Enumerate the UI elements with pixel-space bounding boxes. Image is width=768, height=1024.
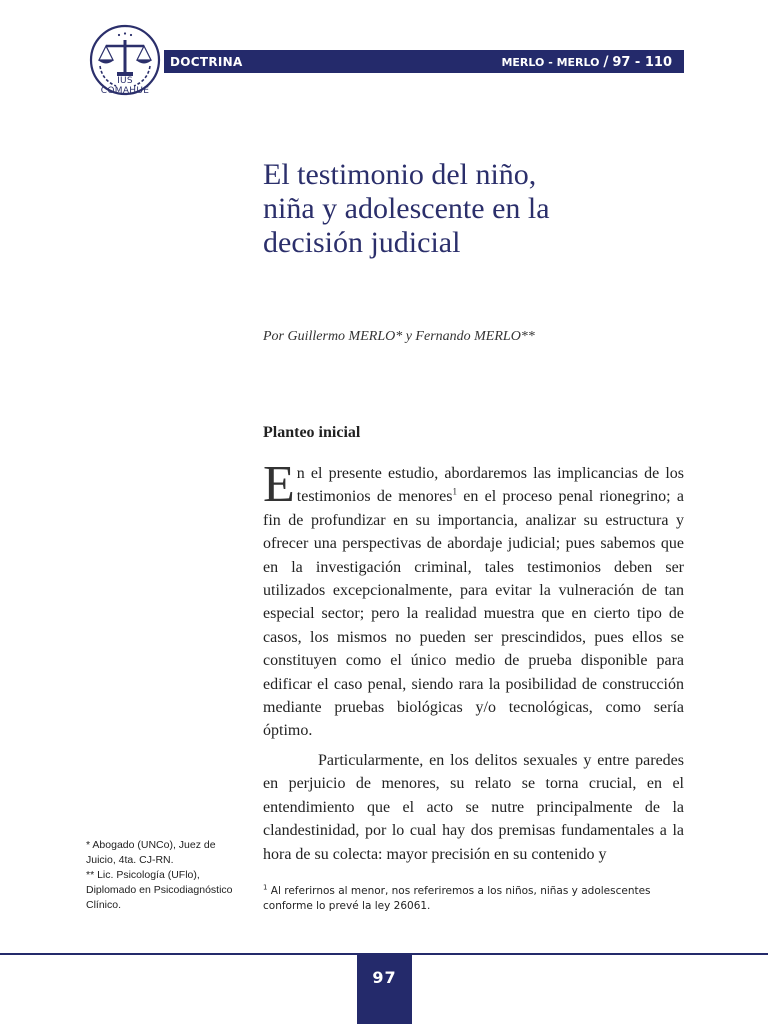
page-number: 97	[372, 968, 397, 987]
section-header-bar	[164, 50, 684, 73]
byline: Por Guillermo MERLO* y Fernando MERLO**	[263, 329, 535, 344]
page-range: 97 - 110	[612, 54, 672, 70]
paragraph-2: Particularmente, en los delitos sexuales y entre paredes en perjuicio de menores, su relato se torna crucial, en el entendimiento que el acto se nutre principalmente de la clandestinidad, por lo cual hay dos premisas fundamentales a la hora de su colecta: mayor precisión en su contenido y	[263, 751, 684, 863]
author-note-1: * Abogado (UNCo), Juez de Juicio, 4ta. CJ-RN.	[86, 839, 216, 866]
footnote-ref-1[interactable]: 1	[452, 487, 457, 498]
footnote-text: Al referirnos al menor, nos referiremos a los niños, niñas y adolescentes conforme lo prevé la ley 26061.	[263, 885, 651, 912]
footnote-1	[263, 884, 693, 914]
running-head	[501, 54, 672, 70]
logo-text-ius: IUS	[117, 76, 133, 86]
drop-cap: E	[263, 456, 295, 513]
logo-wordmark	[86, 76, 164, 96]
running-head-authors: MERLO - MERLO	[501, 55, 600, 69]
running-head-slash: /	[603, 53, 609, 70]
section-heading: Planteo inicial	[263, 424, 361, 441]
logo-text-comahue: COMAHUE	[100, 86, 150, 96]
author-note-2: ** Lic. Psicología (UFlo), Diplomado en Psicodiagnóstico Clínico.	[86, 869, 233, 911]
body-text	[263, 456, 684, 866]
section-label: DOCTRINA	[170, 54, 243, 69]
article-title	[263, 158, 683, 260]
paragraph-1-part-b: en el proceso penal rionegrino; a fin de profundizar en su importancia, analizar su estructura y ofrecer una perspectivas de abordaje judicial; pues sabemos que en la investigación criminal, tales testimonios deben ser utilizados excepcionalmente, para evitar la vulneración de tan especial sector; pero la realidad muestra que en cierto tipo de casos, los mismos no pueden ser prescindidos, pues ellos se constituyen como el único medio de prueba disponible para edificar el caso penal, siendo rara la posibilidad de construcción mediante pruebas biológicas y/o tecnológicas, como sería óptimo.	[263, 488, 684, 740]
author-notes	[86, 838, 246, 913]
paragraph-1-part-a: n el presente estudio, abordaremos las implicancias de los testimonios de menores	[296, 465, 684, 506]
title-line-3: decisión judicial	[263, 226, 461, 259]
paragraph-1	[263, 456, 684, 743]
title-line-2: niña y adolescente en la	[263, 192, 550, 225]
footnote-marker: 1	[263, 883, 268, 892]
page-number-box	[357, 953, 412, 1024]
title-line-1: El testimonio del niño,	[263, 158, 537, 191]
